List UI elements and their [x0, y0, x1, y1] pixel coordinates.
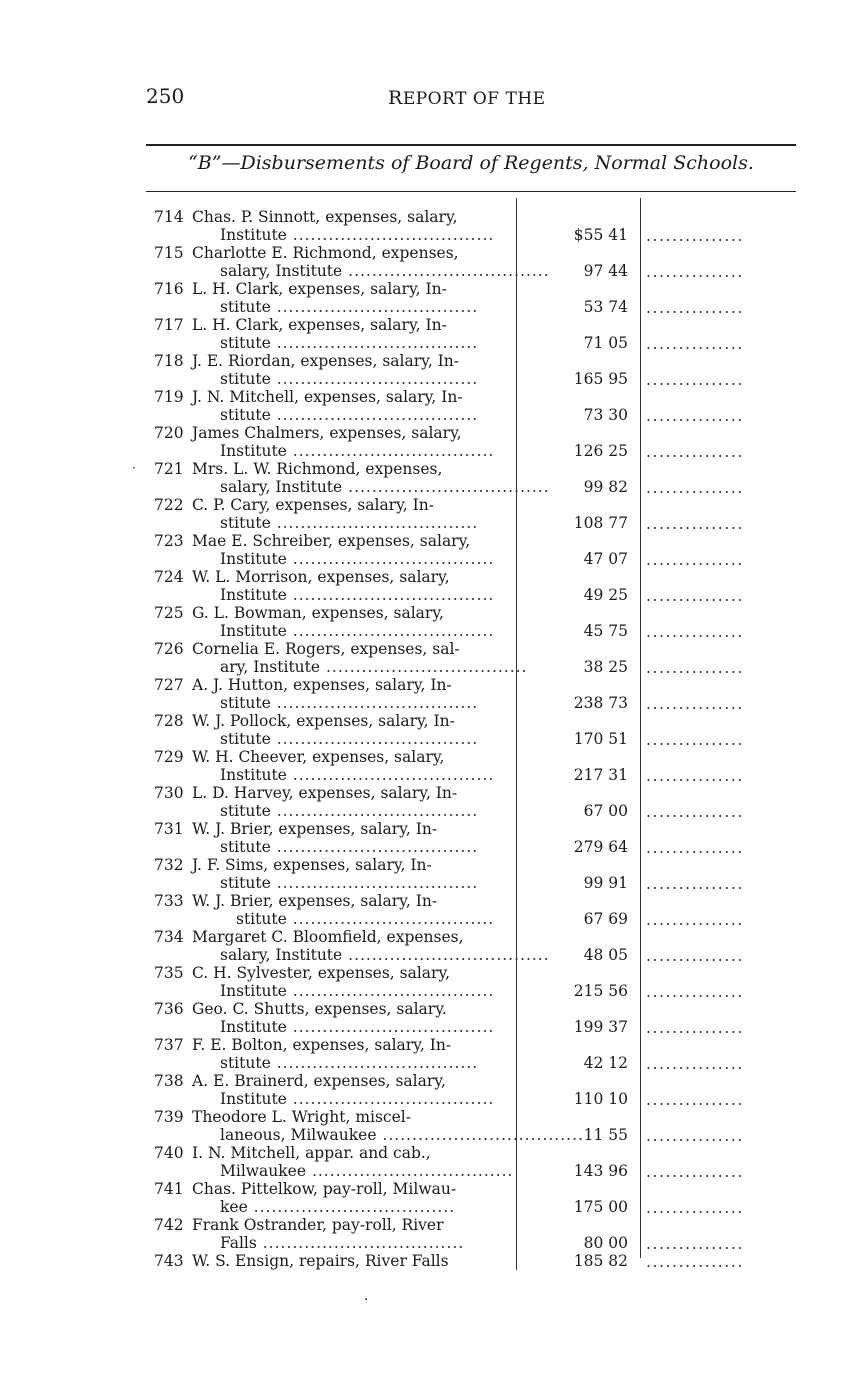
payee-description-continued	[220, 1018, 514, 1036]
payee-description-continued	[220, 694, 514, 712]
payee-description-continued	[220, 1090, 514, 1108]
blank-column-leader: ...............	[646, 1235, 744, 1253]
continuation-text: Institute	[220, 586, 287, 604]
amount: 170 51	[573, 730, 628, 748]
table-row	[146, 496, 806, 532]
payee-description: Margaret C. Bloomfield, expenses,	[192, 928, 464, 946]
leader-dots: ..................................	[270, 694, 479, 712]
page-number: 250	[146, 84, 185, 108]
continuation-text: Institute	[220, 766, 287, 784]
leader-dots: ..................................	[270, 730, 479, 748]
continuation-text: salary, Institute	[220, 478, 343, 496]
amount: 53 74	[583, 298, 628, 316]
blank-column-leader: ...............	[646, 839, 744, 857]
disbursement-list	[146, 208, 806, 1272]
payee-description: Frank Ostrander, pay-roll, River	[192, 1216, 444, 1234]
continuation-text: Institute	[220, 226, 287, 244]
blank-column-leader: ...............	[646, 479, 744, 497]
blank-column-leader: ...............	[646, 947, 744, 965]
payee-description: Theodore L. Wright, miscel-	[192, 1108, 411, 1126]
table-row	[146, 856, 806, 892]
table-title: “B”—Disbursements of Board of Regents, Normal Schools.	[188, 152, 754, 174]
amount: 99 82	[583, 478, 628, 496]
amount: $55 41	[573, 226, 628, 244]
voucher-number: 729	[154, 748, 184, 766]
blank-column-leader: ...............	[646, 623, 744, 641]
blank-column-leader: ...............	[646, 407, 744, 425]
payee-description: Geo. C. Shutts, expenses, salary.	[192, 1000, 447, 1018]
table-row	[146, 424, 806, 460]
voucher-number: 732	[154, 856, 184, 874]
payee-description-continued	[220, 226, 514, 244]
payee-description-continued	[220, 1054, 514, 1072]
amount: 97 44	[583, 262, 628, 280]
voucher-number: 726	[154, 640, 184, 658]
continuation-text: Milwaukee	[220, 1162, 307, 1180]
blank-column-leader: ...............	[646, 875, 744, 893]
leader-dots: ..................................	[306, 1162, 514, 1180]
blank-column-leader: ...............	[646, 803, 744, 821]
voucher-number: 721	[154, 460, 184, 478]
payee-description: J. E. Riordan, expenses, salary, In-	[192, 352, 460, 370]
continuation-text: kee	[220, 1198, 248, 1216]
payee-description: L. D. Harvey, expenses, salary, In-	[192, 784, 458, 802]
payee-description-continued	[220, 874, 514, 892]
payee-description: Mrs. L. W. Richmond, expenses,	[192, 460, 443, 478]
payee-description-continued	[220, 514, 514, 532]
continuation-text: stitute	[220, 334, 271, 352]
amount: 47 07	[583, 550, 628, 568]
blank-column-leader: ...............	[646, 371, 744, 389]
amount: 279 64	[573, 838, 628, 856]
table-row	[146, 820, 806, 856]
leader-dots: ..................................	[286, 226, 495, 244]
table-row	[146, 568, 806, 604]
leader-dots: ..................................	[342, 946, 550, 964]
continuation-text: laneous, Milwaukee	[220, 1126, 377, 1144]
leader-dots: ..................................	[286, 1018, 495, 1036]
payee-description: Chas. Pittelkow, pay-roll, Milwau-	[192, 1180, 457, 1198]
payee-description: W. L. Morrison, expenses, salary,	[192, 568, 450, 586]
leader-dots: ..................................	[270, 406, 479, 424]
table-row	[146, 640, 806, 676]
payee-description: W. S. Ensign, repairs, River Falls	[192, 1252, 449, 1270]
continuation-text: stitute	[220, 802, 271, 820]
voucher-number: 730	[154, 784, 184, 802]
payee-description: W. J. Brier, expenses, salary, In-	[192, 820, 438, 838]
leader-dots: ..................................	[286, 1090, 495, 1108]
continuation-text: salary, Institute	[220, 262, 343, 280]
amount: 126 25	[573, 442, 628, 460]
table-row	[146, 604, 806, 640]
voucher-number: 742	[154, 1216, 184, 1234]
table-row	[146, 1000, 806, 1036]
continuation-text: ary, Institute	[220, 658, 321, 676]
voucher-number: 736	[154, 1000, 184, 1018]
blank-column-leader: ...............	[646, 767, 744, 785]
continuation-text: Institute	[220, 982, 287, 1000]
amount: 45 75	[583, 622, 628, 640]
blank-column-leader: ...............	[646, 1163, 744, 1181]
payee-description-continued	[220, 1162, 514, 1180]
voucher-number: 741	[154, 1180, 184, 1198]
voucher-number: 719	[154, 388, 184, 406]
running-head	[388, 87, 546, 109]
payee-description-continued	[220, 622, 514, 640]
leader-dots: ..................................	[270, 334, 479, 352]
leader-dots: ..................................	[342, 478, 550, 496]
blank-column-leader: ...............	[646, 263, 744, 281]
amount: 67 69	[583, 910, 628, 928]
voucher-number: 733	[154, 892, 184, 910]
leader-dots: ..................................	[342, 262, 550, 280]
table-row	[146, 1180, 806, 1216]
voucher-number: 716	[154, 280, 184, 298]
leader-dots: ..................................	[286, 982, 495, 1000]
voucher-number: 723	[154, 532, 184, 550]
payee-description: James Chalmers, expenses, salary,	[192, 424, 462, 442]
voucher-number: 735	[154, 964, 184, 982]
continuation-text: stitute	[220, 694, 271, 712]
payee-description-continued	[220, 838, 514, 856]
continuation-text: stitute	[220, 370, 271, 388]
amount: 110 10	[573, 1090, 628, 1108]
blank-column-leader: ...............	[646, 1253, 744, 1271]
continuation-text: salary, Institute	[220, 946, 343, 964]
table-row	[146, 784, 806, 820]
payee-description: Charlotte E. Richmond, expenses,	[192, 244, 459, 262]
table-row	[146, 748, 806, 784]
payee-description-continued	[220, 982, 514, 1000]
voucher-number: 722	[154, 496, 184, 514]
blank-column-leader: ...............	[646, 695, 744, 713]
payee-description-continued	[220, 370, 514, 388]
blank-column-leader: ...............	[646, 587, 744, 605]
voucher-number: 724	[154, 568, 184, 586]
table-row	[146, 208, 806, 244]
payee-description: J. N. Mitchell, expenses, salary, In-	[192, 388, 463, 406]
table-row	[146, 1108, 806, 1144]
payee-description-continued	[220, 478, 550, 496]
voucher-number: 731	[154, 820, 184, 838]
payee-description-continued	[220, 262, 550, 280]
continuation-text: Institute	[220, 1018, 287, 1036]
amount: 199 37	[573, 1018, 628, 1036]
table-row	[146, 892, 806, 928]
payee-description: A. J. Hutton, expenses, salary, In-	[192, 676, 452, 694]
payee-description-continued	[220, 442, 514, 460]
leader-dots: ..................................	[270, 838, 479, 856]
continuation-text: stitute	[220, 730, 271, 748]
payee-description: J. F. Sims, expenses, salary, In-	[192, 856, 432, 874]
voucher-number: 727	[154, 676, 184, 694]
amount: 217 31	[573, 766, 628, 784]
leader-dots: ..................................	[270, 874, 479, 892]
table-row	[146, 1216, 806, 1252]
table-row	[146, 532, 806, 568]
payee-description: W. J. Brier, expenses, salary, In-	[192, 892, 438, 910]
voucher-number: 734	[154, 928, 184, 946]
header-rule	[146, 191, 796, 192]
payee-description-continued	[220, 658, 528, 676]
payee-description-continued	[220, 298, 514, 316]
payee-description: C. H. Sylvester, expenses, salary,	[192, 964, 451, 982]
leader-dots: ..................................	[320, 658, 528, 676]
voucher-number: 739	[154, 1108, 184, 1126]
table-row	[146, 1144, 806, 1180]
payee-description-continued	[220, 586, 514, 604]
amount: 99 91	[583, 874, 628, 892]
voucher-number: 743	[154, 1252, 184, 1270]
payee-description: W. J. Pollock, expenses, salary, In-	[192, 712, 455, 730]
blank-column-leader: ...............	[646, 1055, 744, 1073]
leader-dots: ..................................	[286, 586, 495, 604]
amount: 175 00	[573, 1198, 628, 1216]
table-row	[146, 712, 806, 748]
leader-dots: ..................................	[286, 766, 495, 784]
blank-column-leader: ...............	[646, 515, 744, 533]
top-rule	[146, 144, 796, 146]
blank-column-leader: ...............	[646, 299, 744, 317]
leader-dots: ..................................	[376, 1126, 584, 1144]
payee-description-continued	[220, 334, 514, 352]
continuation-text: Institute	[220, 1090, 287, 1108]
payee-description: Chas. P. Sinnott, expenses, salary,	[192, 208, 458, 226]
payee-description-continued	[220, 766, 514, 784]
table-row	[146, 316, 806, 352]
continuation-text: stitute	[220, 298, 271, 316]
blank-column-leader: ...............	[646, 1127, 744, 1145]
running-head-rest: EPORT OF THE	[402, 89, 546, 109]
voucher-number: 737	[154, 1036, 184, 1054]
table-row	[146, 676, 806, 712]
footer-mark: ·	[364, 1292, 369, 1308]
payee-description-continued	[220, 550, 514, 568]
blank-column-leader: ...............	[646, 1091, 744, 1109]
continuation-text: Institute	[220, 442, 287, 460]
blank-column-leader: ...............	[646, 911, 744, 929]
amount: 71 05	[583, 334, 628, 352]
amount: 215 56	[573, 982, 628, 1000]
leader-dots: ..................................	[270, 514, 479, 532]
table-row	[146, 1072, 806, 1108]
voucher-number: 714	[154, 208, 184, 226]
table-row	[146, 928, 806, 964]
amount: 73 30	[583, 406, 628, 424]
amount: 238 73	[573, 694, 628, 712]
amount: 48 05	[583, 946, 628, 964]
running-head-initial: R	[388, 87, 403, 109]
payee-description-continued	[220, 406, 514, 424]
payee-description: G. L. Bowman, expenses, salary,	[192, 604, 444, 622]
continuation-text: stitute	[236, 910, 287, 928]
blank-column-leader: ...............	[646, 983, 744, 1001]
leader-dots: ..................................	[270, 370, 479, 388]
table-row	[146, 244, 806, 280]
payee-description: Cornelia E. Rogers, expenses, sal-	[192, 640, 460, 658]
table-row	[146, 388, 806, 424]
blank-column-leader: ...............	[646, 731, 744, 749]
payee-description-continued	[220, 730, 514, 748]
payee-description: L. H. Clark, expenses, salary, In-	[192, 316, 447, 334]
amount: 143 96	[573, 1162, 628, 1180]
continuation-text: stitute	[220, 514, 271, 532]
payee-description-continued	[236, 910, 514, 928]
table-row	[146, 352, 806, 388]
continuation-text: stitute	[220, 838, 271, 856]
payee-description-continued	[220, 1198, 514, 1216]
continuation-text: stitute	[220, 1054, 271, 1072]
continuation-text: stitute	[220, 406, 271, 424]
payee-description: I. N. Mitchell, appar. and cab.,	[192, 1144, 431, 1162]
payee-description: C. P. Cary, expenses, salary, In-	[192, 496, 434, 514]
table-row	[146, 964, 806, 1000]
voucher-number: 717	[154, 316, 184, 334]
leader-dots: ..................................	[256, 1234, 465, 1252]
payee-description: F. E. Bolton, expenses, salary, In-	[192, 1036, 452, 1054]
blank-column-leader: ...............	[646, 335, 744, 353]
table-row	[146, 280, 806, 316]
amount: 108 77	[573, 514, 628, 532]
amount: 49 25	[583, 586, 628, 604]
amount: 11 55	[583, 1126, 628, 1144]
leader-dots: ..................................	[286, 622, 495, 640]
payee-description: L. H. Clark, expenses, salary, In-	[192, 280, 447, 298]
table-row	[146, 1252, 806, 1272]
blank-column-leader: ...............	[646, 227, 744, 245]
leader-dots: ..................................	[286, 910, 495, 928]
leader-dots: ..................................	[270, 1054, 479, 1072]
amount: 185 82	[573, 1252, 628, 1270]
leader-dots: ..................................	[270, 802, 479, 820]
voucher-number: 725	[154, 604, 184, 622]
payee-description: A. E. Brainerd, expenses, salary,	[192, 1072, 446, 1090]
margin-mark: ·	[132, 461, 136, 475]
amount: 165 95	[573, 370, 628, 388]
blank-column-leader: ...............	[646, 551, 744, 569]
continuation-text: Institute	[220, 550, 287, 568]
payee-description-continued	[220, 802, 514, 820]
payee-description: Mae E. Schreiber, expenses, salary,	[192, 532, 471, 550]
blank-column-leader: ...............	[646, 659, 744, 677]
blank-column-leader: ...............	[646, 443, 744, 461]
table-row	[146, 1036, 806, 1072]
voucher-number: 728	[154, 712, 184, 730]
voucher-number: 740	[154, 1144, 184, 1162]
table-row	[146, 460, 806, 496]
voucher-number: 718	[154, 352, 184, 370]
amount: 42 12	[583, 1054, 628, 1072]
continuation-text: stitute	[220, 874, 271, 892]
leader-dots: ..................................	[286, 550, 495, 568]
blank-column-leader: ...............	[646, 1019, 744, 1037]
voucher-number: 738	[154, 1072, 184, 1090]
leader-dots: ..................................	[247, 1198, 456, 1216]
payee-description-continued	[220, 946, 550, 964]
payee-description-continued	[220, 1126, 584, 1144]
voucher-number: 715	[154, 244, 184, 262]
continuation-text: Institute	[220, 622, 287, 640]
amount: 38 25	[583, 658, 628, 676]
blank-column-leader: ...............	[646, 1199, 744, 1217]
continuation-text: Falls	[220, 1234, 257, 1252]
amount: 67 00	[583, 802, 628, 820]
voucher-number: 720	[154, 424, 184, 442]
leader-dots: ..................................	[270, 298, 479, 316]
payee-description: W. H. Cheever, expenses, salary,	[192, 748, 445, 766]
payee-description-continued	[220, 1234, 514, 1252]
leader-dots: ..................................	[286, 442, 495, 460]
amount: 80 00	[583, 1234, 628, 1252]
